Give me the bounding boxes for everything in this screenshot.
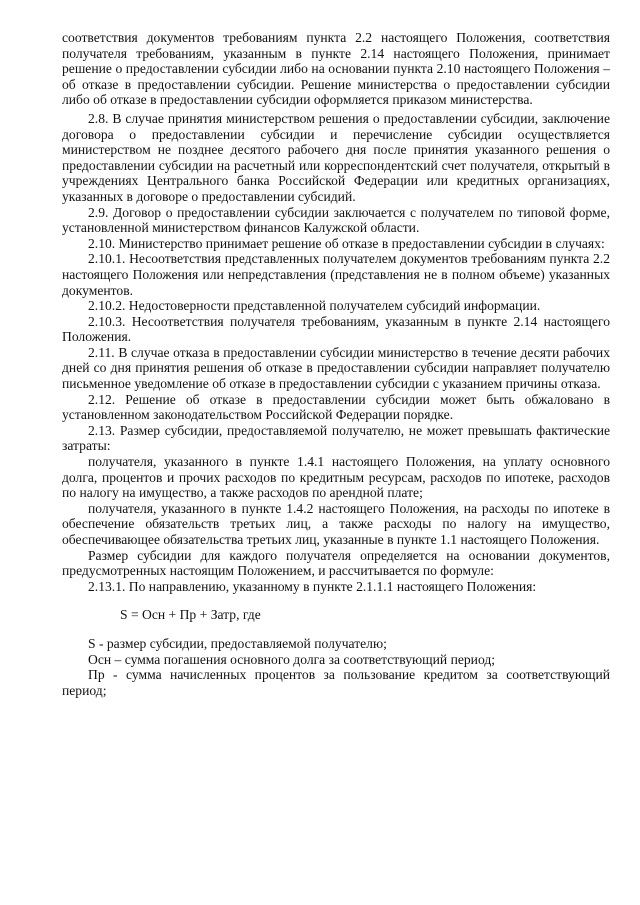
paragraph-2-13-1: 2.13.1. По направлению, указанному в пункте 2.1.1.1 настоящего Положения: [88, 578, 537, 594]
document-page [62, 30, 610, 698]
paragraph-2-12: 2.12. Решение об отказе в предоставлении субсидии может быть обжаловано в установленном законодательством Российской Федерации порядке. [62, 391, 610, 423]
definition-s: S - размер субсидии, предоставляемой получателю; [88, 635, 387, 651]
definition-pr: Пр - сумма начисленных процентов за пользование кредитом за соответствующий период; [62, 667, 610, 698]
paragraph-decision-continuation: соответствия документов требованиям пункта 2.2 настоящего Положения, соответствия получателя требованиям, указанным в пункте 2.14 настоящего Положения, принимает решение о предоставлении субсидии либо на основании пункта 2.10 настоящего Положения – об отказе в предоставлении субсидии. Решение министерства о предоставлении субсидии либо об отказе в предоставлении субсидии оформляется приказом министерства. [62, 30, 610, 108]
paragraph-2-10-1: 2.10.1. Несоответствия представленных получателем документов требованиям пункта 2.2 настоящего Положения или непредставления (представления не в полном объеме) указанных документов. [62, 251, 610, 298]
paragraph-2-10: 2.10. Министерство принимает решение об отказе в предоставлении субсидии в случаях: [88, 235, 605, 251]
paragraph-2-9: 2.9. Договор о предоставлении субсидии заключается с получателем по типовой форме, установленной министерством финансов Калужской области. [62, 204, 610, 236]
paragraph-2-10-2: 2.10.2. Недостоверности представленной получателем субсидий информации. [88, 298, 541, 314]
subsidy-formula: S = Осн + Пр + Затр, где [120, 607, 261, 623]
definition-osn: Осн – сумма погашения основного долга за соответствующий период; [88, 651, 496, 667]
paragraph-recipient-1-4-1: получателя, указанного в пункте 1.4.1 настоящего Положения, на уплату основного долга, процентов и прочих расходов по кредитным ресурсам, расходов по ипотеке, расходов по налогу на имущество, а также расходов по арендной плате; [62, 454, 610, 501]
paragraph-recipient-1-4-2: получателя, указанного в пункте 1.4.2 настоящего Положения, на расходы по ипотеке в обеспечение обязательств третьих лиц, а также расходы по налогу на имущество, обеспечивающее обязательства третьих лиц, указанные в пункте 1.1 настоящего Положения. [62, 500, 610, 547]
paragraph-2-11: 2.11. В случае отказа в предоставлении субсидии министерство в течение десяти рабочих дней со дня принятия решения об отказе в предоставлении субсидии направляет получателю письменное уведомление об отказе в предоставлении субсидии с указанием причины отказа. [62, 344, 610, 392]
paragraph-2-10-3: 2.10.3. Несоответствия получателя требованиям, указанным в пункте 2.14 настоящего Положения. [62, 313, 610, 345]
paragraph-subsidy-size: Размер субсидии для каждого получателя определяется на основании документов, предусмотренных настоящим Положением, и рассчитывается по формуле: [62, 547, 610, 579]
paragraph-2-13: 2.13. Размер субсидии, предоставляемой получателю, не может превышать фактические затраты: [62, 422, 610, 454]
paragraph-2-8: 2.8. В случае принятия министерством решения о предоставлении субсидии, заключение договора о предоставлении субсидии и перечисление субсидии осуществляется министерством не позднее десятого рабочего дня после принятия указанного решения о предоставлении субсидии на расчетный или корреспондентский счет получателя, открытый в учреждениях Центрального банка Российской Федерации или кредитных организациях, указанных в договоре о предоставлении субсидий. [62, 110, 610, 204]
